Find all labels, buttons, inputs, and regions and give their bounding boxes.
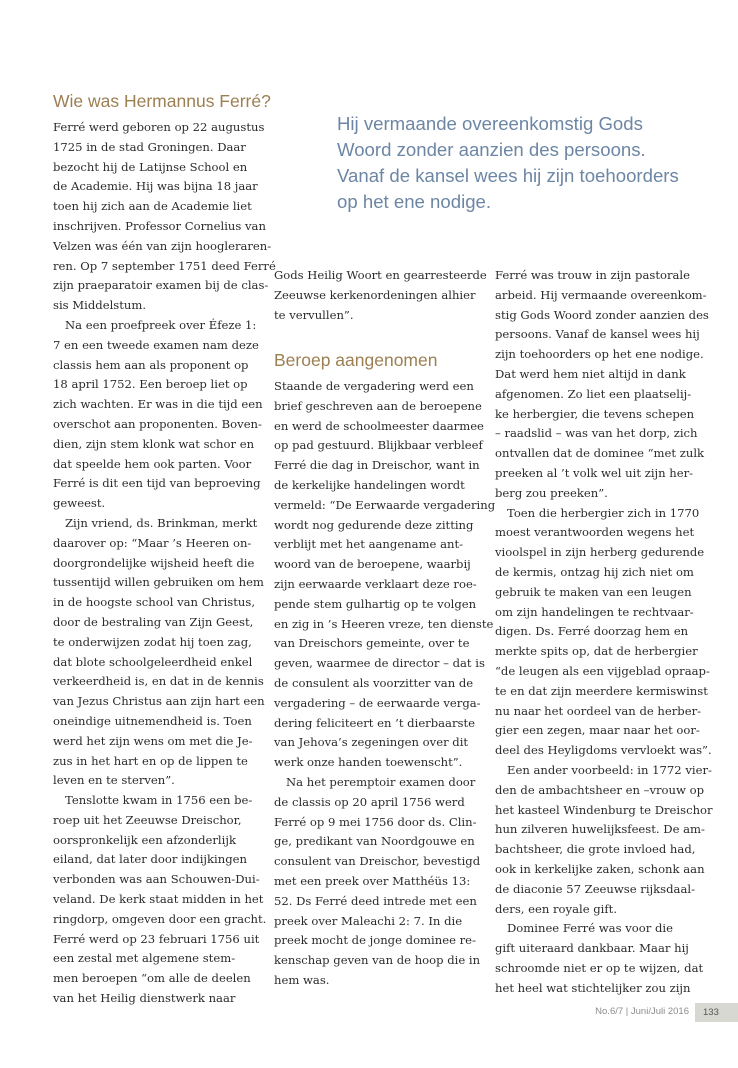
- text-line: geven, waarmee de director – dat is: [274, 656, 485, 671]
- text-line: den de ambachtsheer en –vrouw op: [495, 782, 704, 797]
- text-line: 1725 in de stad Groningen. Daar: [53, 139, 246, 154]
- text-line: dering feliciteert en ’t dierbaarste: [274, 715, 475, 730]
- text-line: Ferré werd op 23 februari 1756 uit: [53, 931, 260, 946]
- text-line: en zig in ’s Heeren vreze, ten dienste: [274, 616, 494, 631]
- section-heading-beroep: Beroep aangenomen: [274, 350, 438, 370]
- text-line: door de bestraling van Zijn Geest,: [53, 614, 254, 629]
- text-line: om zijn handelingen te rechtvaar-: [495, 604, 694, 619]
- text-line: het kasteel Windenburg te Dreischor: [495, 802, 713, 817]
- text-line: wordt nog gedurende deze zitting: [274, 517, 474, 532]
- text-line: dien, zijn stem klonk wat schor en: [53, 436, 255, 451]
- column-1-text: [53, 118, 276, 1009]
- text-line: Ferré op 9 mei 1756 door ds. Clin-: [274, 814, 477, 829]
- text-line: Zeeuwse kerkenordeningen alhier: [274, 287, 476, 302]
- text-line: van Jezus Christus aan zijn hart een: [53, 694, 265, 709]
- text-line: dat speelde hem ook parten. Voor: [53, 456, 252, 471]
- text-line: ders, een royale gift.: [495, 901, 618, 916]
- text-line: schroomde niet er op te wijzen, dat: [495, 960, 704, 975]
- text-line: ringdorp, omgeven door een gracht.: [53, 911, 267, 926]
- text-line: te en dat zijn meerdere kermiswinst: [495, 683, 708, 698]
- text-line: hem was.: [274, 972, 330, 987]
- text-line: ook in kerkelijke zaken, schonk aan: [495, 861, 705, 876]
- text-line: pende stem gulhartig op te volgen: [274, 596, 477, 611]
- text-line: bezocht hij de Latijnse School en: [53, 159, 248, 174]
- text-line: inschrijven. Professor Cornelius van: [53, 218, 266, 233]
- text-line: de kerkelijke handelingen wordt: [274, 477, 465, 492]
- text-line: deel des Heyligdoms vervloekt was”.: [495, 743, 712, 758]
- text-line: ontvallen dat de dominee “met zulk: [495, 446, 705, 461]
- text-line: Staande de vergadering werd een: [274, 379, 474, 393]
- text-line: zijn eerwaarde verklaart deze roe-: [274, 576, 477, 591]
- text-line: brief geschreven aan de beroepene: [274, 398, 482, 413]
- text-line: verkeerdheid is, en dat in de kennis: [53, 674, 264, 689]
- text-line: met een preek over Matthéüs 13:: [274, 873, 471, 888]
- text-line: stig Gods Woord zonder aanzien des: [495, 307, 709, 322]
- text-line: oorspronkelijk een afzonderlijk: [53, 832, 236, 847]
- text-line: eiland, dat later door indijkingen: [53, 852, 247, 867]
- text-line: hun zilveren huwelijksfeest. De am-: [495, 822, 705, 837]
- text-line: nu naar het oordeel van de herber-: [495, 703, 702, 718]
- text-line: preek over Maleachi 2: 7. In die: [274, 913, 463, 928]
- section-heading-wie-was: Wie was Hermannus Ferré?: [53, 91, 271, 111]
- pull-quote: [337, 111, 707, 215]
- text-line: de consulent als voorzitter van de: [274, 675, 474, 690]
- text-line: 7 en een tweede examen nam deze: [53, 337, 259, 352]
- text-line: men beroepen “om alle de deelen: [53, 971, 251, 986]
- text-line: in de hoogste school van Christus,: [53, 595, 256, 610]
- text-line: Ferré was trouw in zijn pastorale: [495, 268, 690, 282]
- text-line: zus in het hart en op de lippen te: [53, 753, 248, 768]
- text-line: classis hem aan als proponent op: [53, 357, 249, 372]
- text-line: Tenslotte kwam in 1756 een be-: [65, 793, 253, 808]
- text-line: leven en te sterven”.: [53, 773, 175, 788]
- text-line: de diaconie 57 Zeeuwse rijksdaal-: [495, 881, 695, 896]
- text-line: te vervullen”.: [274, 307, 354, 322]
- text-line: van Jehova’s zegeningen over dit: [274, 735, 469, 750]
- text-line: consulent van Dreischor, bevestigd: [274, 854, 481, 869]
- text-line: Ferré werd geboren op 22 augustus: [53, 120, 265, 134]
- text-line: verbonden was aan Schouwen-Dui-: [53, 872, 260, 887]
- text-line: Na het peremptoir examen door: [286, 774, 476, 789]
- text-line: toen hij zich aan de Academie liet: [53, 199, 252, 214]
- pull-quote-line: op het ene nodige.: [337, 191, 492, 212]
- text-line: een zestal met algemene stem-: [53, 951, 236, 966]
- text-line: zich wachten. Er was in die tijd een: [53, 397, 263, 412]
- text-line: gift uiteraard dankbaar. Maar hij: [495, 941, 689, 956]
- text-line: zijn toehoorders op het ene nodige.: [495, 347, 704, 362]
- text-line: Na een proefpreek over Éfeze 1:: [65, 317, 257, 332]
- text-line: Een ander voorbeeld: in 1772 vier-: [507, 762, 712, 777]
- text-line: de Academie. Hij was bijna 18 jaar: [53, 179, 258, 194]
- text-line: verblijt met het aangename ant-: [274, 537, 464, 552]
- text-line: merkte spits op, dat de herbergier: [495, 644, 698, 659]
- column-2-text: [274, 377, 496, 991]
- text-line: Gods Heilig Woort en gearresteerde: [274, 268, 487, 282]
- text-line: bachtsheer, die grote invloed had,: [495, 842, 696, 857]
- text-line: daarover op: “Maar ’s Heeren on-: [53, 535, 252, 550]
- column-3-text: [495, 266, 713, 998]
- text-line: digen. Ds. Ferré doorzag hem en: [495, 624, 689, 639]
- text-line: oneindige uitnemendheid is. Toen: [53, 713, 252, 728]
- text-line: kenschap geven van de hoop die in: [274, 953, 481, 968]
- page-number: 133: [695, 1003, 738, 1022]
- text-line: werk onze handen toewenscht”.: [274, 755, 463, 770]
- text-line: zijn praeparatoir examen bij de clas-: [53, 278, 269, 293]
- text-line: – raadslid – was van het dorp, zich: [495, 426, 698, 441]
- text-line: gier een zegen, maar naar het oor-: [495, 723, 700, 738]
- text-line: tussentijd willen gebruiken om hem: [53, 575, 264, 590]
- text-line: Toen die herbergier zich in 1770: [507, 505, 700, 520]
- text-line: Ferré is dit een tijd van beproeving: [53, 476, 261, 491]
- text-line: de classis op 20 april 1756 werd: [274, 794, 465, 809]
- pull-quote-line: Woord zonder aanzien des persoons.: [337, 139, 646, 160]
- text-line: afgenomen. Zo liet een plaatselij-: [495, 386, 692, 401]
- pull-quote-line: Vanaf de kansel wees hij zijn toehoorders: [337, 165, 679, 186]
- column-2-top-text: [274, 266, 487, 325]
- text-line: Ferré die dag in Dreischor, want in: [274, 458, 480, 473]
- text-line: roep uit het Zeeuwse Dreischor,: [53, 812, 242, 827]
- text-line: de kermis, ontzag hij zich niet om: [495, 564, 694, 579]
- text-line: vergadering – de eerwaarde verga-: [274, 695, 481, 710]
- text-line: werd het zijn wens om met die Je-: [53, 733, 253, 748]
- text-line: sis Middelstum.: [53, 298, 147, 313]
- footer-issue: No.6/7 | Juni/Juli 2016: [595, 1006, 689, 1017]
- text-line: 52. Ds Ferré deed intrede met een: [274, 893, 477, 908]
- text-line: doorgrondelijke wijsheid heeft die: [53, 555, 255, 570]
- text-line: 18 april 1752. Een beroep liet op: [53, 377, 248, 392]
- text-line: vermeld: “De Eerwaarde vergadering: [274, 497, 496, 512]
- text-line: preek mocht de jonge dominee re-: [274, 933, 476, 948]
- text-line: te onderwijzen zodat hij toen zag,: [53, 634, 252, 649]
- text-line: dat blote schoolgeleerdheid enkel: [53, 654, 253, 669]
- text-line: berg zou preeken”.: [495, 485, 608, 500]
- text-line: persoons. Vanaf de kansel wees hij: [495, 327, 700, 342]
- text-line: Dat werd hem niet altijd in dank: [495, 366, 686, 381]
- text-line: arbeid. Hij vermaande overeenkom-: [495, 287, 707, 302]
- text-line: moest verantwoorden wegens het: [495, 525, 695, 540]
- text-line: Velzen was één van zijn hoogleraren-: [53, 238, 272, 253]
- pull-quote-line: Hij vermaande overeenkomstig Gods: [337, 113, 643, 134]
- text-line: ke herbergier, die tevens schepen: [495, 406, 695, 421]
- text-line: overschot aan proponenten. Boven-: [53, 416, 262, 431]
- text-line: “de leugen als een vijgeblad opraap-: [495, 663, 710, 678]
- text-line: van Dreischors gemeinte, over te: [274, 636, 470, 651]
- text-line: woord van de beroepene, waarbij: [274, 557, 471, 572]
- text-line: preeken al ’t volk wel uit zijn her-: [495, 465, 694, 480]
- text-line: veland. De kerk staat midden in het: [53, 892, 264, 907]
- text-line: op pad gestuurd. Blijkbaar verbleef: [274, 438, 483, 453]
- text-line: vioolspel in zijn herberg gedurende: [495, 545, 705, 560]
- text-line: Dominee Ferré was voor die: [507, 921, 673, 936]
- text-line: geweest.: [53, 496, 106, 511]
- text-line: ren. Op 7 september 1751 deed Ferré: [53, 258, 276, 273]
- text-line: het heel wat stichtelijker zou zijn: [495, 980, 691, 995]
- text-line: en werd de schoolmeester daarmee: [274, 418, 484, 433]
- text-line: ge, predikant van Noordgouwe en: [274, 834, 475, 849]
- text-line: gebruik te maken van een leugen: [495, 584, 692, 599]
- text-line: van het Heilig dienstwerk naar: [53, 991, 236, 1006]
- text-line: Zijn vriend, ds. Brinkman, merkt: [65, 515, 258, 530]
